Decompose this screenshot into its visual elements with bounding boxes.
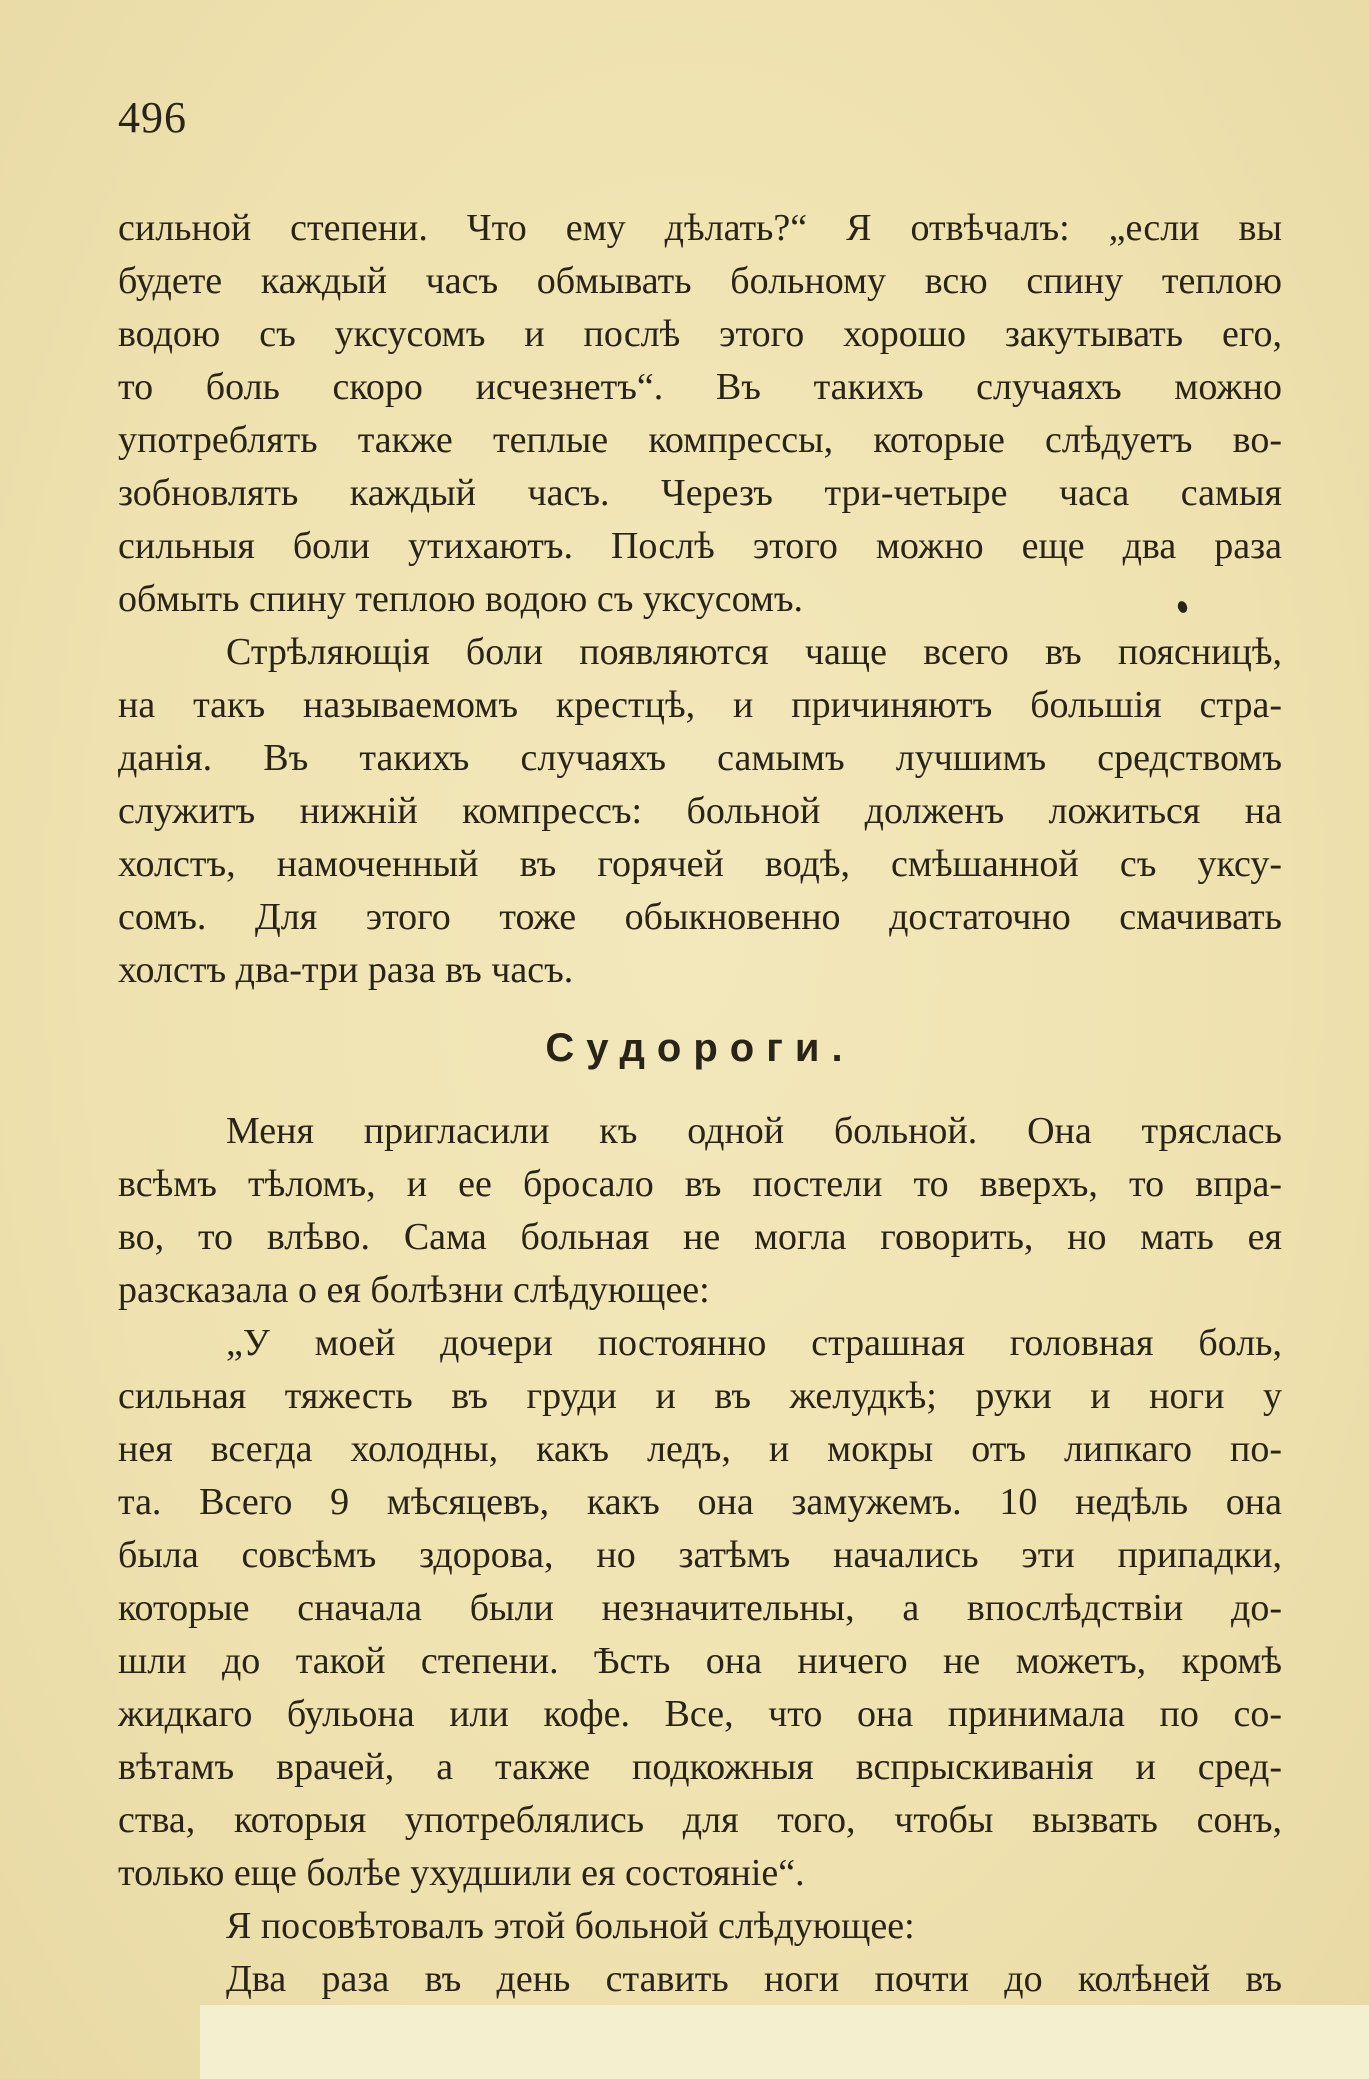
text-line: Я посовѣтовалъ этой больной слѣдующее: <box>226 1905 915 1947</box>
text-line: сомъ. Для этого тоже обыкновенно достаточно смачивать <box>118 896 1282 938</box>
text-line: ства, которыя употреблялись для того, чтобы вызвать сонъ, <box>118 1799 1282 1841</box>
text-line: „У моей дочери постоянно страшная головная боль, <box>226 1322 1282 1364</box>
text-line: на такъ называемомъ крестцѣ, и причиняютъ большія стра- <box>118 684 1282 726</box>
text-line: только еще болѣе ухудшили ея состояніе“. <box>118 1852 805 1894</box>
text-line: была совсѣмъ здорова, но затѣмъ начались эти припадки, <box>118 1534 1282 1576</box>
text-line: холстъ, намоченный въ горячей водѣ, смѣшанной съ уксу- <box>118 843 1282 885</box>
text-line: Меня пригласили къ одной больной. Она тряслась <box>226 1110 1282 1152</box>
text-line: обмыть спину теплою водою съ уксусомъ. <box>118 578 804 620</box>
text-line: то боль скоро исчезнетъ“. Въ такихъ случаяхъ можно <box>118 366 1282 408</box>
paragraph <box>118 626 1282 997</box>
text-line: жидкаго бульона или кофе. Все, что она принимала по со- <box>118 1693 1282 1735</box>
text-line: употреблять также теплые компрессы, которые слѣдуетъ во- <box>118 419 1282 461</box>
text-line: во, то влѣво. Сама больная не могла говорить, но мать ея <box>118 1216 1282 1258</box>
scan-edge <box>200 2005 1369 2079</box>
text-line: данія. Въ такихъ случаяхъ самымъ лучшимъ средствомъ <box>118 737 1282 779</box>
text-line: которые сначала были незначительны, а впослѣдствіи до- <box>118 1587 1282 1629</box>
text-line: водою съ уксусомъ и послѣ этого хорошо закутывать его, <box>118 313 1282 355</box>
paragraph <box>118 1953 1282 2006</box>
section-heading: Судороги. <box>545 1026 855 1070</box>
text-line: зобновлять каждый часъ. Черезъ три-четыре часа самыя <box>118 472 1282 514</box>
text-line: холстъ два-три раза въ часъ. <box>118 949 574 991</box>
text-line: шли до такой степени. Ѣсть она ничего не можетъ, кромѣ <box>118 1640 1282 1682</box>
text-line: Стрѣляющія боли появляются чаще всего въ поясницѣ, <box>226 631 1282 673</box>
text-line: нея всегда холодны, какъ ледъ, и мокры отъ липкаго по- <box>118 1428 1282 1470</box>
text-line: вѣтамъ врачей, а также подкожныя вспрыскиванія и сред- <box>118 1746 1282 1788</box>
paragraph <box>118 1105 1282 1317</box>
text-line: сильной степени. Что ему дѣлать?“ Я отвѣчалъ: „если вы <box>118 207 1282 249</box>
paragraph <box>118 1900 1282 1953</box>
text-line: разсказала о ея болѣзни слѣдующее: <box>118 1269 710 1311</box>
text-line: служитъ нижній компрессъ: больной долженъ ложиться на <box>118 790 1282 832</box>
page-body <box>118 202 1282 2006</box>
text-line: будете каждый часъ обмывать больному всю спину теплою <box>118 260 1282 302</box>
page-number: 496 <box>118 93 187 142</box>
text-line: сильныя боли утихаютъ. Послѣ этого можно еще два раза <box>118 525 1282 567</box>
text-line: всѣмъ тѣломъ, и ее бросало въ постели то вверхъ, то впра- <box>118 1163 1282 1205</box>
text-line: та. Всего 9 мѣсяцевъ, какъ она замужемъ. 10 недѣль она <box>118 1481 1282 1523</box>
paragraph <box>118 202 1282 626</box>
text-line: Два раза въ день ставить ноги почти до колѣней въ <box>226 1958 1282 2000</box>
text-line: сильная тяжесть въ груди и въ желудкѣ; руки и ноги у <box>118 1375 1282 1417</box>
quoted-paragraph <box>118 1317 1282 1900</box>
